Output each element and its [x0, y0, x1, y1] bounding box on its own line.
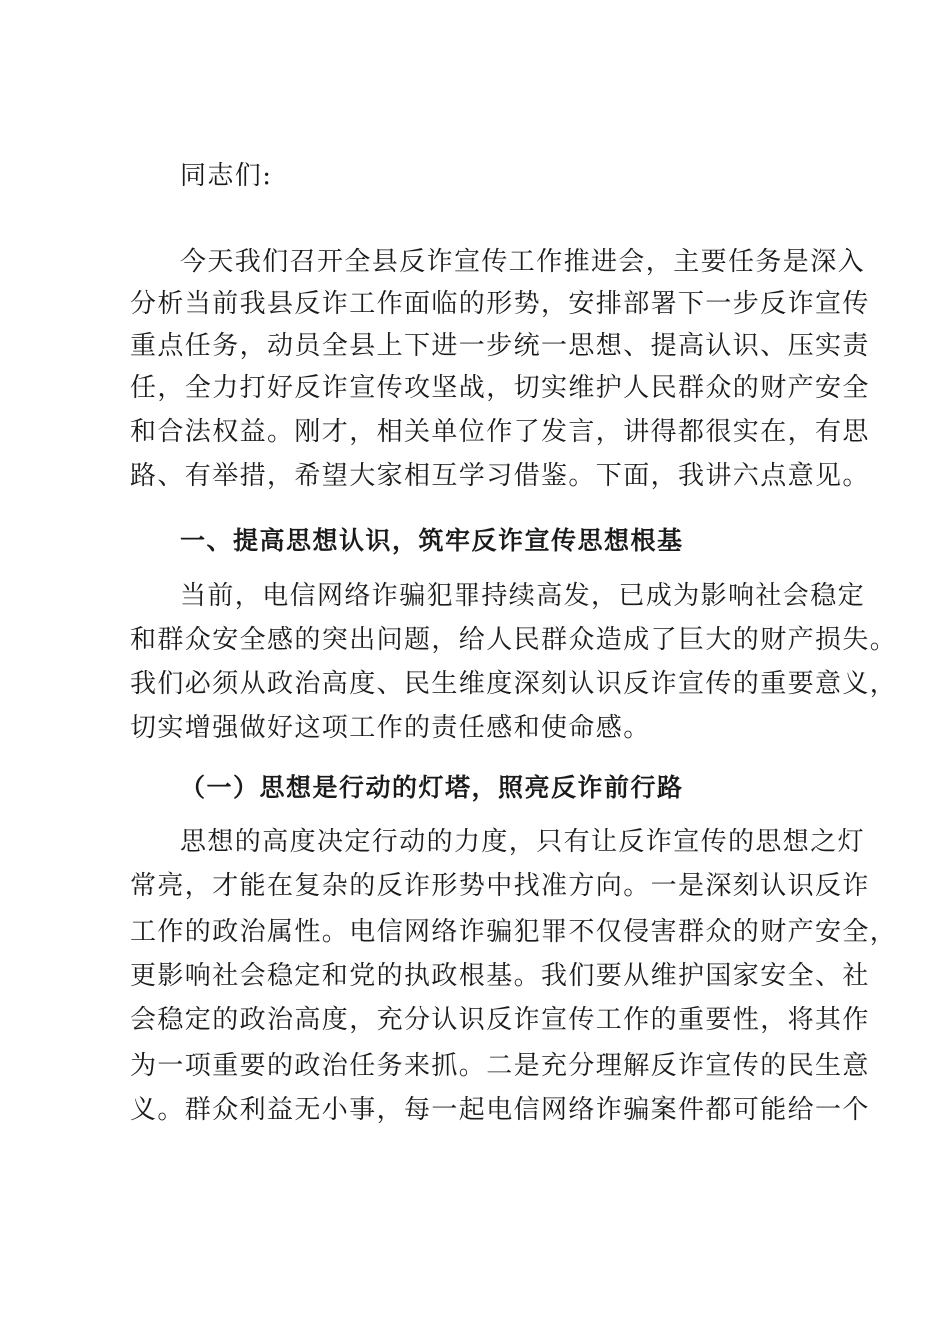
section-1-line-4: 切实增强做好这项工作的责任感和使命感。: [130, 713, 651, 743]
intro-line-6: 路、有举措，希望大家相互学习借鉴。下面，我讲六点意见。: [130, 461, 870, 491]
intro-line-5: 和合法权益。刚才，相关单位作了发言，讲得都很实在，有思: [130, 417, 870, 447]
intro-line-2: 分析当前我县反诈工作面临的形势，安排部署下一步反诈宣传: [130, 289, 870, 319]
subsection-1-line-7: 义。群众利益无小事，每一起电信网络诈骗案件都可能给一个: [130, 1095, 870, 1125]
section-1-line-2: 和群众安全感的突出问题，给人民群众造成了巨大的财产损失。: [130, 625, 898, 655]
subsection-1-line-3: 工作的政治属性。电信网络诈骗犯罪不仅侵害群众的财产安全，: [130, 917, 898, 947]
section-1-line-3: 我们必须从政治高度、民生维度深刻认识反诈宣传的重要意义，: [130, 669, 898, 699]
subsection-1-line-2: 常亮，才能在复杂的反诈形势中找准方向。一是深刻认识反诈: [130, 871, 870, 901]
section-1-line-1: 当前，电信网络诈骗犯罪持续高发，已成为影响社会稳定: [180, 581, 866, 611]
intro-line-1: 今天我们召开全县反诈宣传工作推进会，主要任务是深入: [180, 247, 866, 277]
intro-line-4: 任，全力打好反诈宣传攻坚战，切实维护人民群众的财产安全: [130, 373, 870, 403]
subsection-1-heading: （一）思想是行动的灯塔，照亮反诈前行路: [180, 773, 684, 802]
greeting: 同志们:: [180, 161, 273, 191]
subsection-1-line-5: 会稳定的政治高度，充分认识反诈宣传工作的重要性，将其作: [130, 1005, 870, 1035]
subsection-1-line-1: 思想的高度决定行动的力度，只有让反诈宣传的思想之灯: [180, 827, 866, 857]
subsection-1-line-6: 为一项重要的政治任务来抓。二是充分理解反诈宣传的民生意: [130, 1051, 870, 1081]
subsection-1-line-4: 更影响社会稳定和党的执政根基。我们要从维护国家安全、社: [130, 961, 870, 991]
intro-line-3: 重点任务，动员全县上下进一步统一思想、提高认识、压实责: [130, 331, 870, 361]
section-1-heading: 一、提高思想认识，筑牢反诈宣传思想根基: [180, 526, 684, 555]
